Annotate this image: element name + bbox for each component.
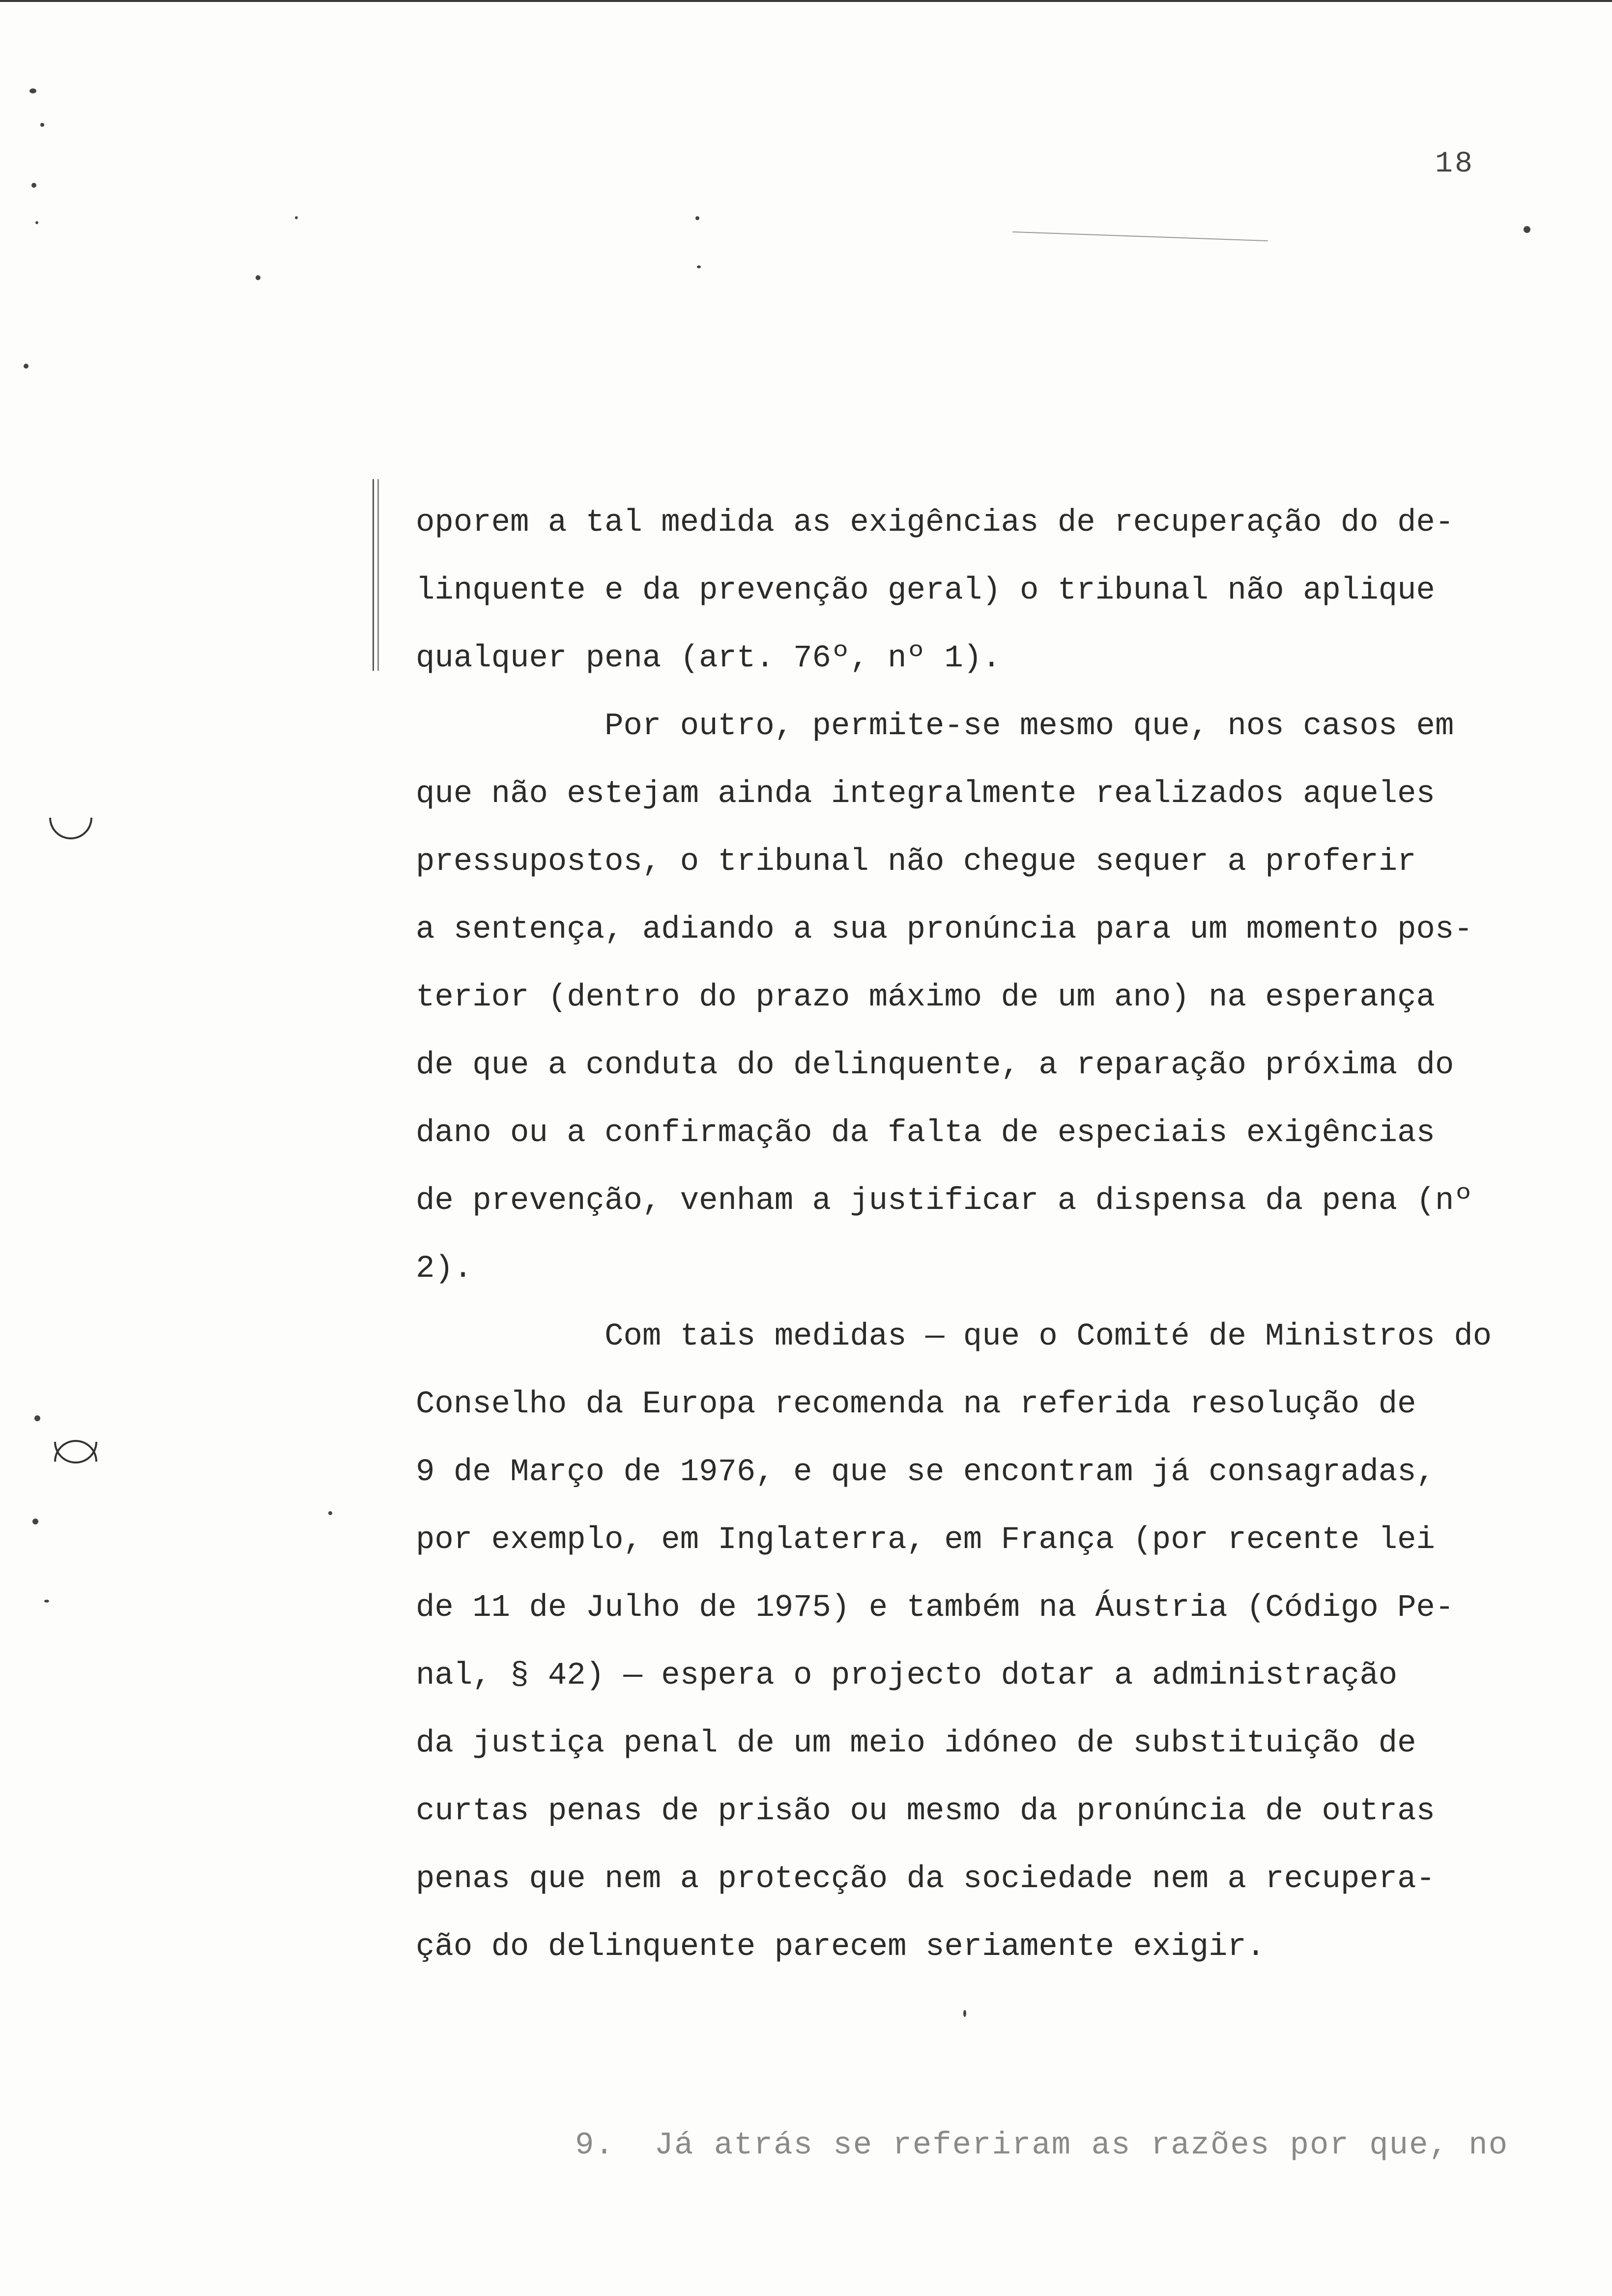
text-line: a sentença, adiando a sua pronúncia para um momento pos- bbox=[416, 912, 1473, 947]
text-line: penas que nem a protecção da sociedade nem a recupera- bbox=[416, 1862, 1435, 1897]
next-section-start: 9. Já atrás se referiram as razões por que, no bbox=[575, 2128, 1509, 2163]
scan-arc-mark bbox=[40, 787, 101, 848]
text-line: dano ou a confirmação da falta de especiais exigências bbox=[416, 1116, 1435, 1151]
text-line: de 11 de Julho de 1975) e também na Áustria (Código Pe- bbox=[416, 1590, 1454, 1626]
scan-speck bbox=[31, 183, 36, 188]
scan-speck bbox=[697, 265, 701, 268]
text-line: linquente e da prevenção geral) o tribunal não aplique bbox=[416, 573, 1435, 608]
text-line: curtas penas de prisão ou mesmo da pronúncia de outras bbox=[416, 1794, 1435, 1829]
scan-speck bbox=[24, 364, 29, 369]
scan-speck bbox=[295, 216, 298, 219]
scan-speck bbox=[256, 275, 260, 280]
text-line: que não estejam ainda integralmente realizados aqueles bbox=[416, 776, 1435, 812]
text-line: qualquer pena (art. 76º, nº 1). bbox=[416, 641, 1001, 676]
top-border-line bbox=[0, 0, 1612, 2]
text-line: 9 de Março de 1976, e que se encontram já consagradas, bbox=[416, 1455, 1435, 1490]
text-line: Por outro, permite-se mesmo que, nos casos em bbox=[416, 709, 1454, 744]
text-line: Com tais medidas — que o Comité de Ministros do bbox=[416, 1319, 1492, 1354]
text-line: 2). bbox=[416, 1251, 473, 1287]
scan-smudge bbox=[1012, 231, 1268, 241]
margin-mark-line bbox=[373, 479, 374, 671]
text-line: terior (dentro do prazo máximo de um ano) na esperança bbox=[416, 980, 1435, 1015]
scan-speck bbox=[695, 216, 699, 220]
text-line: oporem a tal medida as exigências de recuperação do de- bbox=[416, 505, 1454, 541]
scan-speck bbox=[32, 1519, 38, 1524]
text-line: por exemplo, em Inglaterra, em França (por recente lei bbox=[416, 1522, 1435, 1558]
text-line: Conselho da Europa recomenda na referida resolução de bbox=[416, 1387, 1416, 1422]
text-line: de que a conduta do delinquente, a reparação próxima do bbox=[416, 1048, 1454, 1083]
scan-speck bbox=[40, 123, 44, 127]
scan-speck bbox=[29, 88, 36, 93]
margin-mark-line bbox=[377, 479, 379, 671]
scan-speck bbox=[34, 1415, 40, 1421]
text-line: ção do delinquente parecem seriamente exigir. bbox=[416, 1929, 1266, 1965]
scan-speck bbox=[44, 1600, 49, 1603]
scan-speck bbox=[963, 2010, 966, 2017]
scan-speck bbox=[35, 221, 38, 224]
text-line: nal, § 42) — espera o projecto dotar a administração bbox=[416, 1658, 1398, 1693]
scan-speck bbox=[1524, 226, 1530, 233]
body-text bbox=[416, 489, 1561, 1981]
text-line: de prevenção, venham a justificar a dispensa da pena (nº bbox=[416, 1183, 1473, 1219]
scan-speck bbox=[328, 1511, 332, 1515]
text-line: pressupostos, o tribunal não chegue sequer a proferir bbox=[416, 844, 1416, 880]
text-line: da justiça penal de um meio idóneo de substituição de bbox=[416, 1726, 1416, 1761]
page-number: 18 bbox=[1435, 147, 1475, 181]
